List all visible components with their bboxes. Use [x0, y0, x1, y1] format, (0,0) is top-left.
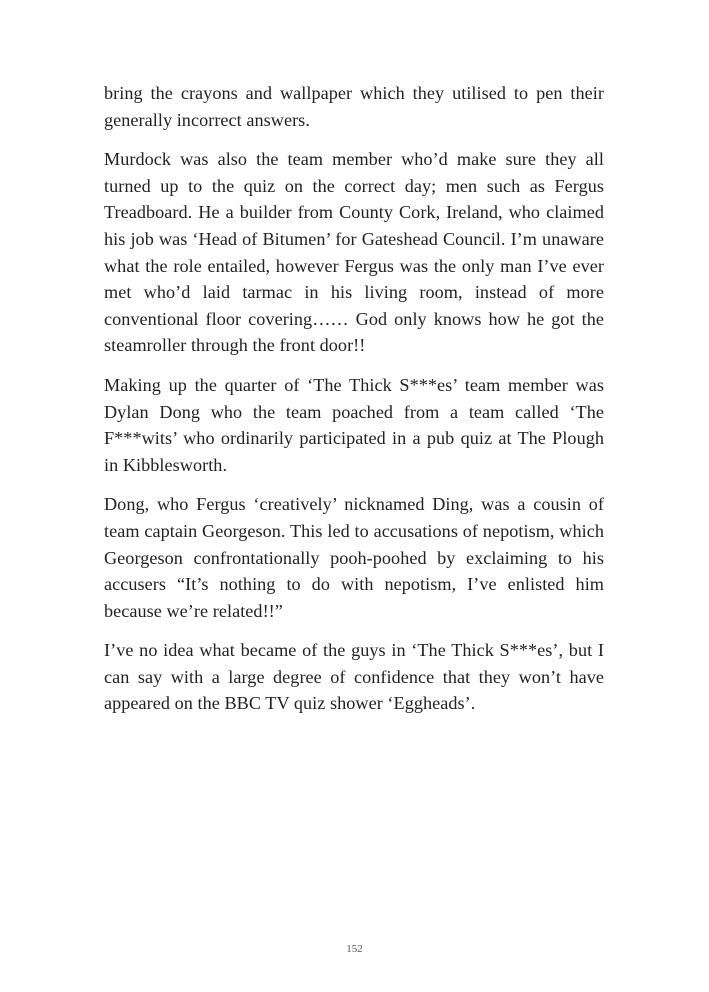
paragraph-3: Making up the quarter of ‘The Thick S***es’ team member was Dylan Dong who the team poached from a team called ‘The F***wits’ who ordinarily participated in a pub quiz at The Plough in Kibblesworth.: [104, 374, 604, 475]
paragraph-4: Dong, who Fergus ‘creatively’ nicknamed Ding, was a cousin of team captain Georgeson. This led to accusations of nepotism, which Georgeson confrontationally pooh-poohed by exclaiming to his accusers “It’s nothing to do with nepotism, I’ve enlisted him because we’re related!!”: [104, 494, 604, 621]
paragraph-2: Murdock was also the team member who’d make sure they all turned up to the quiz on the correct day; men such as Fergus Treadboard. He a builder from County Cork, Ireland, who claimed his job was ‘Head of Bitumen’ for Gateshead Council. I’m unaware what the role entailed, however Fergus was the only man I’ve ever met who’d laid tarmac in his living room, instead of more conventional floor covering…… God only knows how he got the steamroller through the front door!!: [104, 149, 604, 356]
paragraph-5: I’ve no idea what became of the guys in ‘The Thick S***es’, but I can say with a large degree of confidence that they won’t have appeared on the BBC TV quiz shower ‘Eggheads’.: [104, 640, 604, 714]
page-body: [104, 80, 604, 730]
paragraph-1: bring the crayons and wallpaper which they utilised to pen their generally incorrect answers.: [104, 83, 604, 130]
page-number: 152: [346, 943, 363, 955]
